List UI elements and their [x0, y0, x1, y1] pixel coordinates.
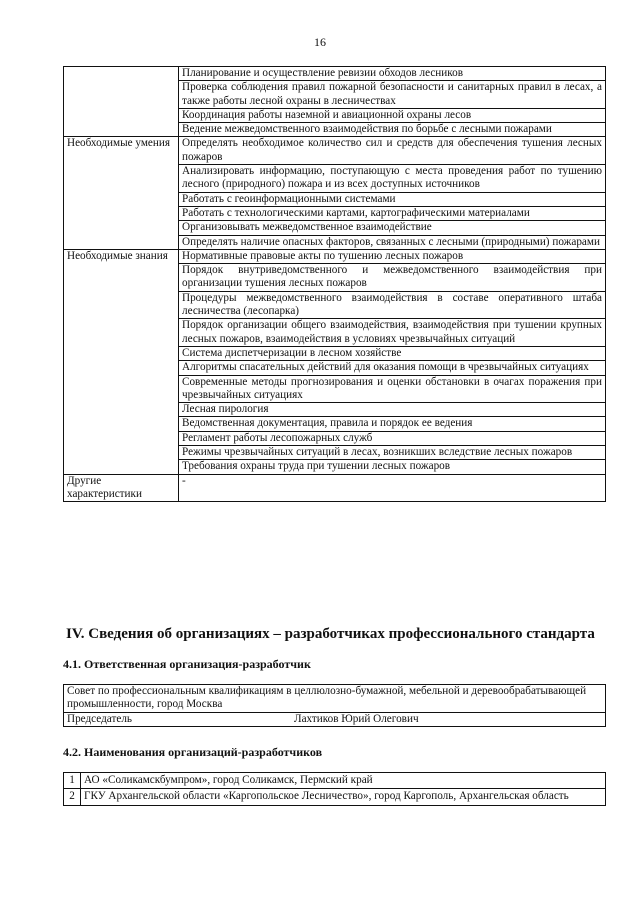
list-item: Система диспетчеризации в лесном хозяйстве: [179, 346, 606, 360]
list-item: Регламент работы лесопожарных служб: [179, 431, 606, 445]
list-item: Ведение межведомственного взаимодействия по борьбе с лесными пожарами: [179, 123, 606, 137]
list-item: Определять наличие опасных факторов, связанных с лесными (природными) пожарами: [179, 235, 606, 249]
table-row: [64, 249, 606, 263]
developer-name: АО «Соликамскбумпром», город Соликамск, Пермский край: [81, 773, 606, 789]
table-row: [64, 137, 606, 165]
list-item: Требования охраны труда при тушении лесных пожаров: [179, 460, 606, 474]
list-item: Порядок организации общего взаимодействия, взаимодействия при тушении крупных лесных пожаров, взаимодействия в условиях чрезвычайных ситуаций: [179, 319, 606, 347]
organization-name: Совет по профессиональным квалификациям в целлюлозно-бумажной, мебельной и деревообрабатывающей промышленности, город Москва: [64, 685, 606, 713]
skills-label: Необходимые умения: [64, 137, 179, 249]
list-item: Ведомственная документация, правила и порядок ее ведения: [179, 417, 606, 431]
table-row: [64, 67, 606, 81]
list-item: Координация работы наземной и авиационной охраны лесов: [179, 108, 606, 122]
list-item: Современные методы прогнозирования и оценки обстановки в очагах поражения при чрезвычайных ситуациях: [179, 375, 606, 403]
list-item: Режимы чрезвычайных ситуаций в лесах, возникших вследствие лесных пожаров: [179, 446, 606, 460]
row-number: 1: [64, 773, 81, 789]
empty-label-cell: [64, 67, 179, 137]
list-item: Процедуры межведомственного взаимодействия в составе оперативного штаба лесничества (лесопарка): [179, 291, 606, 319]
developers-heading: 4.2. Наименования организаций-разработчиков: [63, 745, 323, 759]
table-row: [64, 789, 606, 805]
row-number: 2: [64, 789, 81, 805]
other-value: -: [179, 474, 606, 502]
list-item: Работать с технологическими картами, картографическими материалами: [179, 206, 606, 220]
chair-person: Лахтиков Юрий Олегович: [294, 712, 419, 725]
section-title: IV. Сведения об организациях – разработчиках профессионального стандарта: [66, 626, 595, 642]
developers-table: [63, 772, 606, 806]
list-item: Работать с геоинформационными системами: [179, 192, 606, 206]
list-item: Анализировать информацию, поступающую с места проведения работ по тушению лесного (природного) пожара и из всех доступных источников: [179, 165, 606, 193]
list-item: Нормативные правовые акты по тушению лесных пожаров: [179, 249, 606, 263]
table-row: [64, 773, 606, 789]
responsible-heading: 4.1. Ответственная организация-разработчик: [63, 657, 311, 671]
page-number: 16: [314, 35, 326, 49]
developer-name: ГКУ Архангельской области «Каргопольское Лесничество», город Каргополь, Архангельская область: [81, 789, 606, 805]
responsible-org-table: [63, 684, 606, 727]
knowledge-label: Необходимые знания: [64, 249, 179, 474]
list-item: Лесная пирология: [179, 403, 606, 417]
other-label: Другие характеристики: [64, 474, 179, 502]
list-item: Проверка соблюдения правил пожарной безопасности и санитарных правил в лесах, а также работы лесной охраны в лесничествах: [179, 81, 606, 109]
list-item: Организовывать межведомственное взаимодействие: [179, 221, 606, 235]
chair-role: Председатель: [67, 712, 133, 725]
chair-cell: [64, 712, 606, 726]
list-item: Определять необходимое количество сил и средств для обеспечения тушения лесных пожаров: [179, 137, 606, 165]
table-row: [64, 685, 606, 713]
table-row: [64, 712, 606, 726]
chair-row: [67, 713, 602, 726]
list-item: Порядок внутриведомственного и межведомственного взаимодействия при организации тушения лесных пожаров: [179, 264, 606, 292]
competency-table: [63, 66, 606, 502]
list-item: Алгоритмы спасательных действий для оказания помощи в чрезвычайных ситуациях: [179, 361, 606, 375]
list-item: Планирование и осуществление ревизии обходов лесников: [179, 67, 606, 81]
table-row: [64, 474, 606, 502]
